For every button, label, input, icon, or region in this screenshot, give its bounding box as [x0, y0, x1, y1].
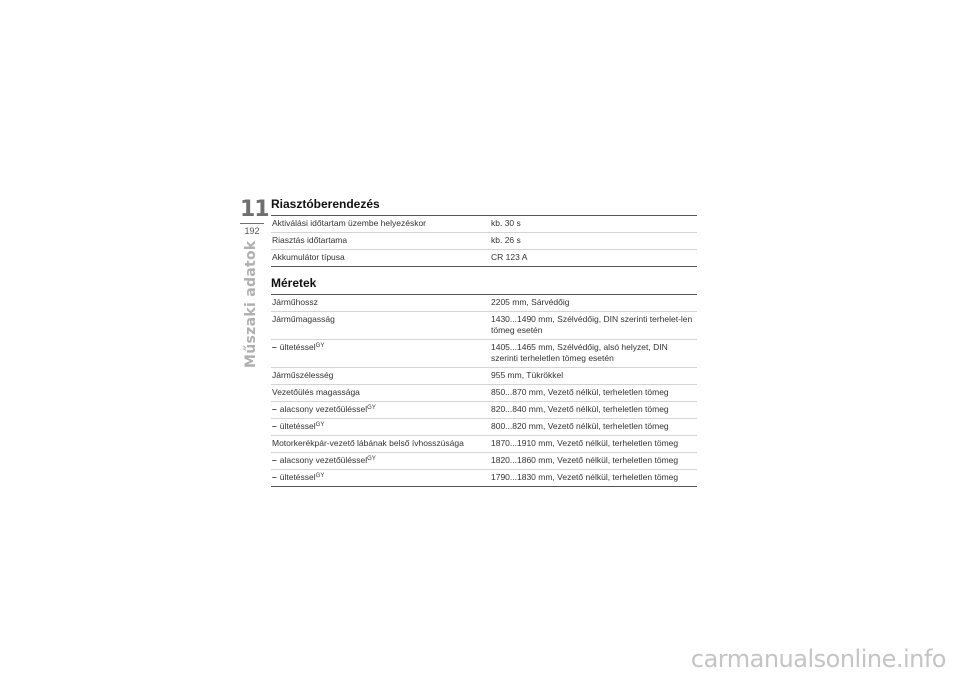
spec-value: CR 123 A: [491, 252, 528, 262]
table-row: [271, 368, 697, 385]
table-row: [271, 295, 697, 312]
alarm-section: [271, 196, 697, 267]
dimensions-section: [271, 275, 697, 487]
spec-label: Aktiválási időtartam üzembe helyezéskor: [272, 218, 427, 228]
sub-item-dash: –: [272, 472, 277, 482]
option-superscript: GY: [367, 405, 376, 411]
sub-item-dash: –: [272, 421, 277, 431]
watermark-text: carmanualsonline.info: [690, 645, 946, 673]
spec-label-cell: [271, 436, 490, 453]
spec-value: 850...870 mm, Vezető nélkül, terheletlen tömeg: [491, 387, 669, 397]
spec-label: Járműmagasság: [272, 314, 335, 324]
spec-label-cell: [271, 402, 490, 419]
table-row: [271, 453, 697, 470]
spec-value: 1790...1830 mm, Vezető nélkül, terheletlen tömeg: [491, 472, 679, 482]
spec-label-cell: [271, 312, 490, 340]
chapter-side-title: Műszaki adatok: [243, 240, 259, 368]
spec-value: 1430...1490 mm, Szélvédőig, DIN szerinti terhelet-len tömeg esetén: [491, 314, 693, 335]
spec-label-cell: [271, 295, 490, 312]
spec-label-cell: [271, 453, 490, 470]
chapter-number: 11: [240, 197, 269, 222]
alarm-section-title: Riasztóberendezés: [271, 197, 380, 211]
table-row: [271, 250, 697, 267]
spec-label-cell: [271, 340, 490, 368]
spec-label: ültetéssel: [279, 342, 316, 352]
spec-label-cell: [271, 419, 490, 436]
option-superscript: GY: [367, 456, 376, 462]
spec-label-cell: [271, 368, 490, 385]
table-row: [271, 385, 697, 402]
page-number: 192: [244, 226, 260, 236]
sub-item-dash: –: [272, 455, 277, 465]
spec-value: 955 mm, Tükrökkel: [491, 370, 564, 380]
spec-label: Vezetőülés magassága: [272, 387, 360, 397]
table-row: [271, 470, 697, 487]
spec-label: ültetéssel: [279, 421, 316, 431]
spec-value: 1870...1910 mm, Vezető nélkül, terheletlen tömeg: [491, 438, 679, 448]
spec-value: 1820...1860 mm, Vezető nélkül, terheletlen tömeg: [491, 455, 679, 465]
spec-label: Akkumulátor típusa: [272, 252, 345, 262]
spec-label: alacsony vezetőüléssel: [279, 455, 368, 465]
spec-value: 820...840 mm, Vezető nélkül, terheletlen tömeg: [491, 404, 669, 414]
spec-label-cell: [271, 385, 490, 402]
table-row: [271, 233, 697, 250]
table-row: [271, 312, 697, 340]
spec-label: Riasztás időtartama: [272, 235, 348, 245]
spec-value: 800...820 mm, Vezető nélkül, terheletlen tömeg: [491, 421, 669, 431]
alarm-table: [271, 215, 697, 267]
chapter-divider: [240, 223, 264, 224]
table-row: [271, 216, 697, 233]
dimensions-section-title: Méretek: [271, 276, 317, 290]
spec-value: kb. 26 s: [491, 235, 521, 245]
spec-label: alacsony vezetőüléssel: [279, 404, 368, 414]
spec-label: Járműhossz: [272, 297, 318, 307]
dimensions-table: [271, 294, 697, 487]
chapter-marker: [240, 197, 269, 237]
option-superscript: GY: [315, 343, 325, 349]
sub-item-dash: –: [272, 404, 277, 414]
spec-label: Motorkerékpár-vezető lábának belső ívhosszúsága: [272, 438, 464, 448]
table-row: [271, 436, 697, 453]
spec-label: Járműszélesség: [272, 370, 334, 380]
page-content: [271, 196, 697, 487]
table-row: [271, 419, 697, 436]
table-row: [271, 340, 697, 368]
option-superscript: GY: [315, 422, 325, 428]
sub-item-dash: –: [272, 342, 277, 352]
spec-label: ültetéssel: [279, 472, 316, 482]
spec-value: 2205 mm, Sárvédőig: [491, 297, 570, 307]
spec-value: kb. 30 s: [491, 218, 521, 228]
table-row: [271, 402, 697, 419]
spec-label-cell: [271, 470, 490, 487]
option-superscript: GY: [315, 473, 325, 479]
spec-value: 1405...1465 mm, Szélvédőig, alsó helyzet, DIN szerinti terheletlen tömeg esetén: [491, 342, 668, 363]
